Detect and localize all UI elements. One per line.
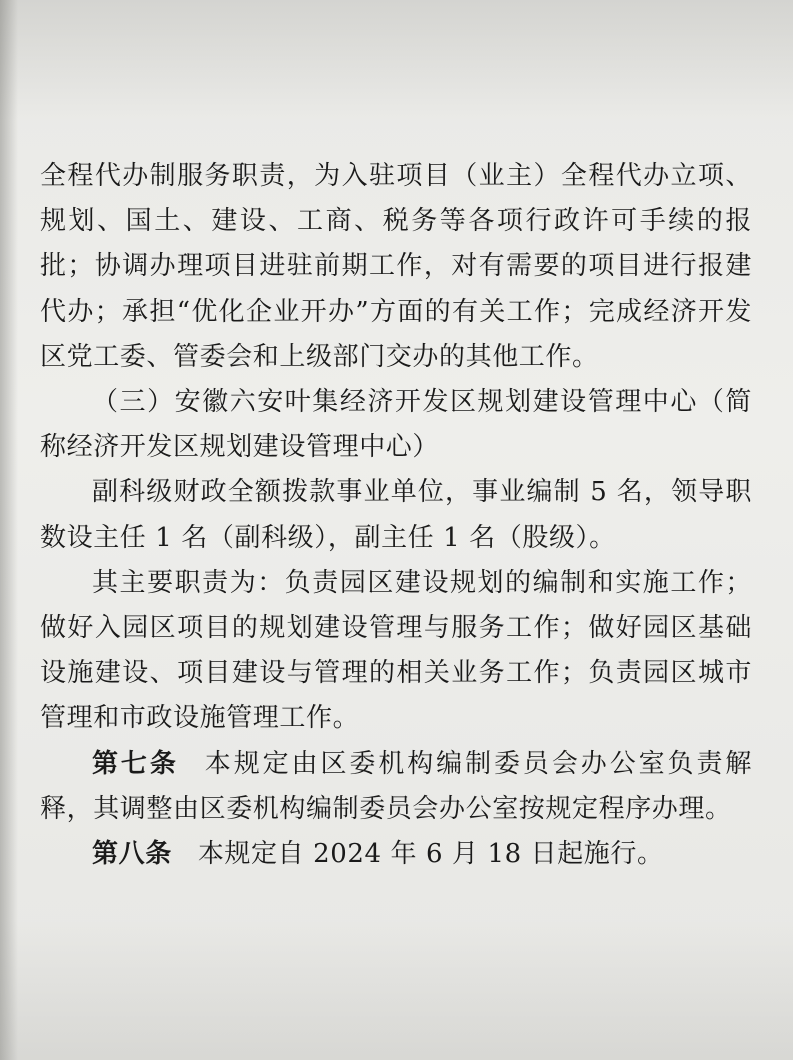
page-shadow-left	[0, 0, 18, 1060]
article-7	[40, 742, 752, 832]
document-body	[40, 154, 752, 877]
section-heading-planning-center: （三）安徽六安叶集经济开发区规划建设管理中心（简称经济开发区规划建设管理中心）	[40, 387, 752, 463]
article-8-label: 第八条	[92, 839, 172, 870]
paragraph-staffing: 副科级财政全额拨款事业单位，事业编制 5 名，领导职数设主任 1 名（副科级），副主任 1 名（股级）。	[40, 477, 752, 553]
page-shadow-bottom	[0, 920, 793, 1060]
page-shadow-top	[0, 0, 793, 120]
article-7-text: 本规定由区委机构编制委员会办公室负责解释，其调整由区委机构编制委员会办公室按规定程序办理。	[40, 748, 752, 824]
paragraph-duties-continued: 全程代办制服务职责，为入驻项目（业主）全程代办立项、规划、国土、建设、工商、税务等各项行政许可手续的报批；协调办理项目进驻前期工作，对有需要的项目进行报建代办；承担“优化企业开办”方面的有关工作；完成经济开发区党工委、管委会和上级部门交办的其他工作。	[40, 161, 752, 372]
article-8	[40, 832, 752, 877]
article-7-label: 第七条	[92, 748, 179, 779]
article-8-text: 本规定自 2024 年 6 月 18 日起施行。	[197, 839, 664, 870]
paragraph-main-duties: 其主要职责为：负责园区建设规划的编制和实施工作；做好入园区项目的规划建设管理与服务工作；做好园区基础设施建设、项目建设与管理的相关业务工作；负责园区城市管理和市政设施管理工作。	[40, 567, 752, 734]
